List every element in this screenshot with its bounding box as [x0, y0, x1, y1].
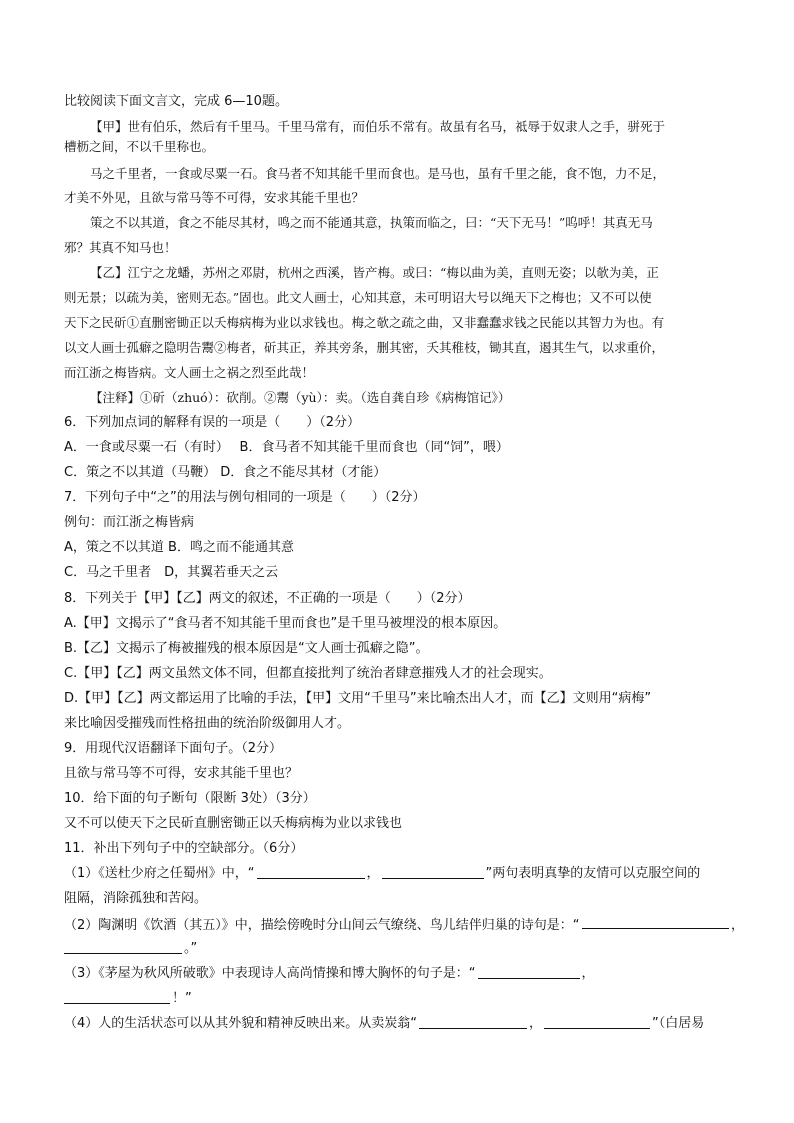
question-11-part-3-cont [64, 989, 744, 1008]
annotation-note: 【注释】①斫（zhuó）：砍削。②鬻（yù）：卖。（选自龚自珍《病梅馆记》） [90, 390, 511, 405]
passage-yi-line: 则无景；以疏为美，密则无态。”固也。此文人画士，心知其意，未可明诏大号以绳天下之梅也；又不可以使 [64, 290, 652, 305]
part-3-prefix: （3）《茅屋为秋风所破歌》中表现诗人高尚情操和博大胸怀的句子是：“ [64, 966, 476, 981]
question-10-sentence: 又不可以使天下之民斫直删密锄正以夭梅病梅为业以求钱也 [64, 816, 403, 831]
part-2-prefix: （2）陶渊明《饮酒（其五）》中，描绘傍晚时分山间云气缭绕、鸟儿结伴归巢的诗句是：“ [64, 918, 580, 933]
question-11-part-1 [64, 864, 744, 883]
part-3-comma: ， [581, 966, 595, 981]
part-2-comma: ， [730, 918, 744, 933]
answer-blank[interactable] [419, 1014, 527, 1029]
question-10-stem: 10．给下面的句子断句（限断 3处）（3分） [64, 791, 316, 806]
question-7-options-cd: C．马之千里者 D，其翼若垂天之云 [64, 565, 279, 580]
question-6-stem: 6．下列加点词的解释有误的一项是（ ）（2分） [64, 415, 361, 430]
reading-intro: 比较阅读下面文言文，完成 6—10题。 [64, 94, 288, 109]
part-1-prefix: （1）《送杜少府之任蜀州》中，“ [64, 866, 255, 881]
question-7-example: 例句：而江浙之梅皆病 [64, 515, 195, 530]
question-8-option-c: C.【甲】【乙】两文虽然文体不同，但都直接批判了统治者肆意摧残人才的社会现实。 [64, 666, 552, 681]
question-6-options-cd: C．策之不以其道（马鞭） D．食之不能尽其材（才能） [64, 465, 387, 480]
answer-blank[interactable] [64, 939, 182, 954]
part-3-end: ！” [172, 991, 192, 1006]
passage-yi-line: 【乙】江宁之龙蟠，苏州之邓尉，杭州之西溪，皆产梅。或曰：“梅以曲为美，直则无姿；以欹为美，正 [90, 265, 659, 280]
question-8-option-d-cont: 来比喻因受摧残而性格扭曲的统治阶级御用人才。 [64, 716, 351, 731]
question-11-part-2-cont [64, 939, 744, 958]
part-4-suffix: ”（白居易 [652, 1016, 705, 1031]
answer-blank[interactable] [257, 864, 365, 879]
question-7-stem: 7．下列句子中“之”的用法与例句相同的一项是（ ）（2分） [64, 490, 426, 505]
answer-blank[interactable] [478, 964, 580, 979]
part-2-end: 。” [184, 941, 198, 956]
passage-yi-line: 而江浙之梅皆病。文人画士之祸之烈至此哉！ [64, 365, 315, 380]
part-1-suffix: ”两句表明真挚的友情可以克服空间的 [485, 866, 701, 881]
question-8-option-d: D.【甲】【乙】两文都运用了比喻的手法，【甲】文用“千里马”来比喻杰出人才，而【乙】文则用“病梅” [64, 691, 652, 706]
question-8-stem: 8．下列关于【甲】【乙】两文的叙述，不正确的一项是（ ）（2分） [64, 591, 471, 606]
passage-jia-line: 槽枥之间，不以千里称也。 [64, 139, 215, 154]
passage-yi-line: 天下之民斫①直删密锄正以夭梅病梅为业以求钱也。梅之欹之疏之曲，又非蠢蠢求钱之民能以其智力为也。有 [64, 315, 665, 330]
question-9-stem: 9．用现代汉语翻译下面句子。（2分） [64, 741, 283, 756]
question-7-options-ab: A，策之不以其道 B．鸣之而不能通其意 [64, 540, 294, 555]
question-11-part-3 [64, 964, 744, 983]
passage-jia-line: 才美不外见，且欲与常马等不可得，安求其能千里也？ [64, 190, 365, 205]
part-1-comma: ， [366, 866, 380, 881]
question-11-part-4 [64, 1014, 744, 1033]
question-9-sentence: 且欲与常马等不可得，安求其能千里也？ [64, 766, 299, 781]
question-11-stem: 11．补出下列句子中的空缺部分。（6分） [64, 841, 304, 856]
passage-yi-line: 以文人画士孤癖之隐明告鬻②梅者，斫其正，养其旁条，删其密，夭其稚枝，锄其直，遏其生气，以求重价， [64, 340, 665, 355]
answer-blank[interactable] [544, 1014, 650, 1029]
passage-jia-line: 马之千里者，一食或尽粟一石。食马者不知其能千里而食也。是马也，虽有千里之能，食不饱，力不足， [90, 166, 666, 181]
passage-jia-line: 【甲】世有伯乐，然后有千里马。千里马常有，而伯乐不常有。故虽有名马，祗辱于奴隶人之手，骈死于 [90, 119, 666, 134]
answer-blank[interactable] [582, 914, 729, 929]
part-4-comma: ， [529, 1016, 543, 1031]
question-8-option-a: A.【甲】文揭示了“食马者不知其能千里而食也”是千里马被埋没的根本原因。 [64, 616, 507, 631]
question-11-part-1-cont: 阻隔，消除孤独和苦闷。 [64, 891, 208, 906]
question-11-part-2 [64, 914, 744, 935]
passage-jia-line: 策之不以其道，食之不能尽其材，鸣之而不能通其意，执策而临之，曰：“天下无马！”呜呼！其真无马 [90, 215, 653, 230]
passage-jia-line: 邪？其真不知马也！ [64, 240, 177, 255]
answer-blank[interactable] [64, 989, 170, 1004]
answer-blank[interactable] [382, 864, 484, 879]
part-4-prefix: （4）人的生活状态可以从其外貌和精神反映出来。从卖炭翁“ [64, 1016, 418, 1031]
question-6-options-ab: A．一食或尽粟一石（有时） B．食马者不知其能千里而食也（同“饲”，喂） [64, 440, 509, 455]
question-8-option-b: B.【乙】文揭示了梅被摧残的根本原因是“文人画士孤癖之隐”。 [64, 641, 429, 656]
